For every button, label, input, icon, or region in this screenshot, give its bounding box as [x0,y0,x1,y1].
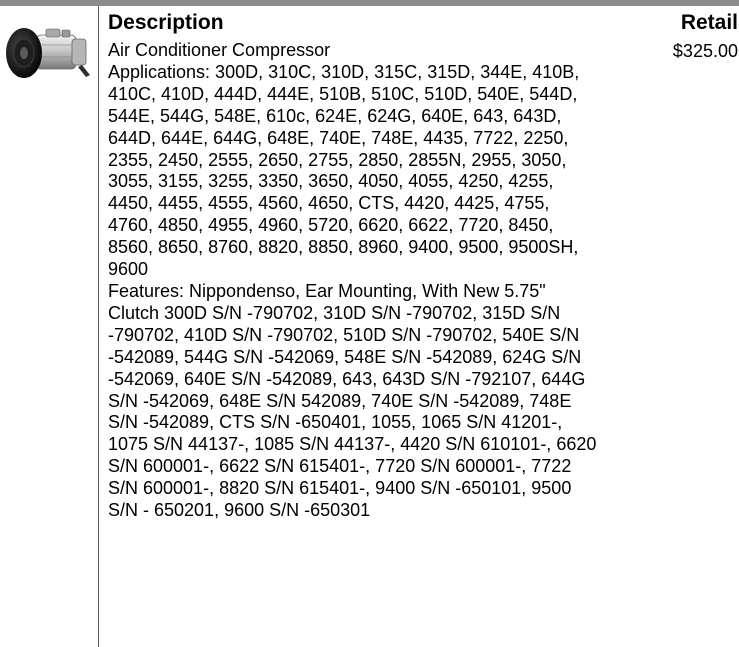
description-column-header: Description [108,11,224,34]
item-features: Features: Nippondenso, Ear Mounting, With New 5.75" Clutch 300D S/N -790702, 310D S/N -790702, 315D S/N -790702, 410D S/N -790702, 510D S/N -790702, 540E S/N -542089, 544G S/N -542069, 548E S/N -542089, 624G S/N -542069, 640E S/N -542089, 643, 643D S/N -792107, 644G S/N -542069, 648E S/N 542089, 740E S/N -542089, 748E S/N -542089, CTS S/N -650401, 1055, 1065 S/N 41201-, 1075 S/N 44137-, 1085 S/N 44137-, 4420 S/N 610101-, 6620 S/N 600001-, 6622 S/N 615401-, 7720 S/N 600001-, 7722 S/N 600001-, 8820 S/N 615401-, 9400 S/N -650101, 9500 S/N - 650201, 9600 S/N -650301 [108,280,597,521]
column-divider [98,6,99,647]
top-bar [0,0,739,6]
retail-price: $325.00 [672,41,738,61]
item-applications: Applications: 300D, 310C, 310D, 315C, 315D, 344E, 410B, 410C, 410D, 444D, 444E, 510B, 510C, 510D, 540E, 544D, 544E, 544G, 548E, 610c, 624E, 624G, 640E, 643, 643D, 644D, 644E, 644G, 648E, 740E, 748E, 4435, 7722, 2250, 2355, 2450, 2555, 2650, 2755, 2850, 2855N, 2955, 3050, 3055, 3155, 3255, 3350, 3650, 4050, 4055, 4250, 4255, 4450, 4455, 4555, 4560, 4650, CTS, 4420, 4425, 4755, 4760, 4850, 4955, 4960, 5720, 6620, 6622, 7720, 8450, 8560, 8650, 8760, 8820, 8850, 8960, 9400, 9500, 9500SH, 9600 [108,61,580,280]
ac-compressor-icon[interactable] [2,25,96,81]
retail-column-header: Retail [680,11,738,34]
item-name: Air Conditioner Compressor [108,40,331,60]
table-header [108,10,738,36]
item-description [108,40,598,522]
